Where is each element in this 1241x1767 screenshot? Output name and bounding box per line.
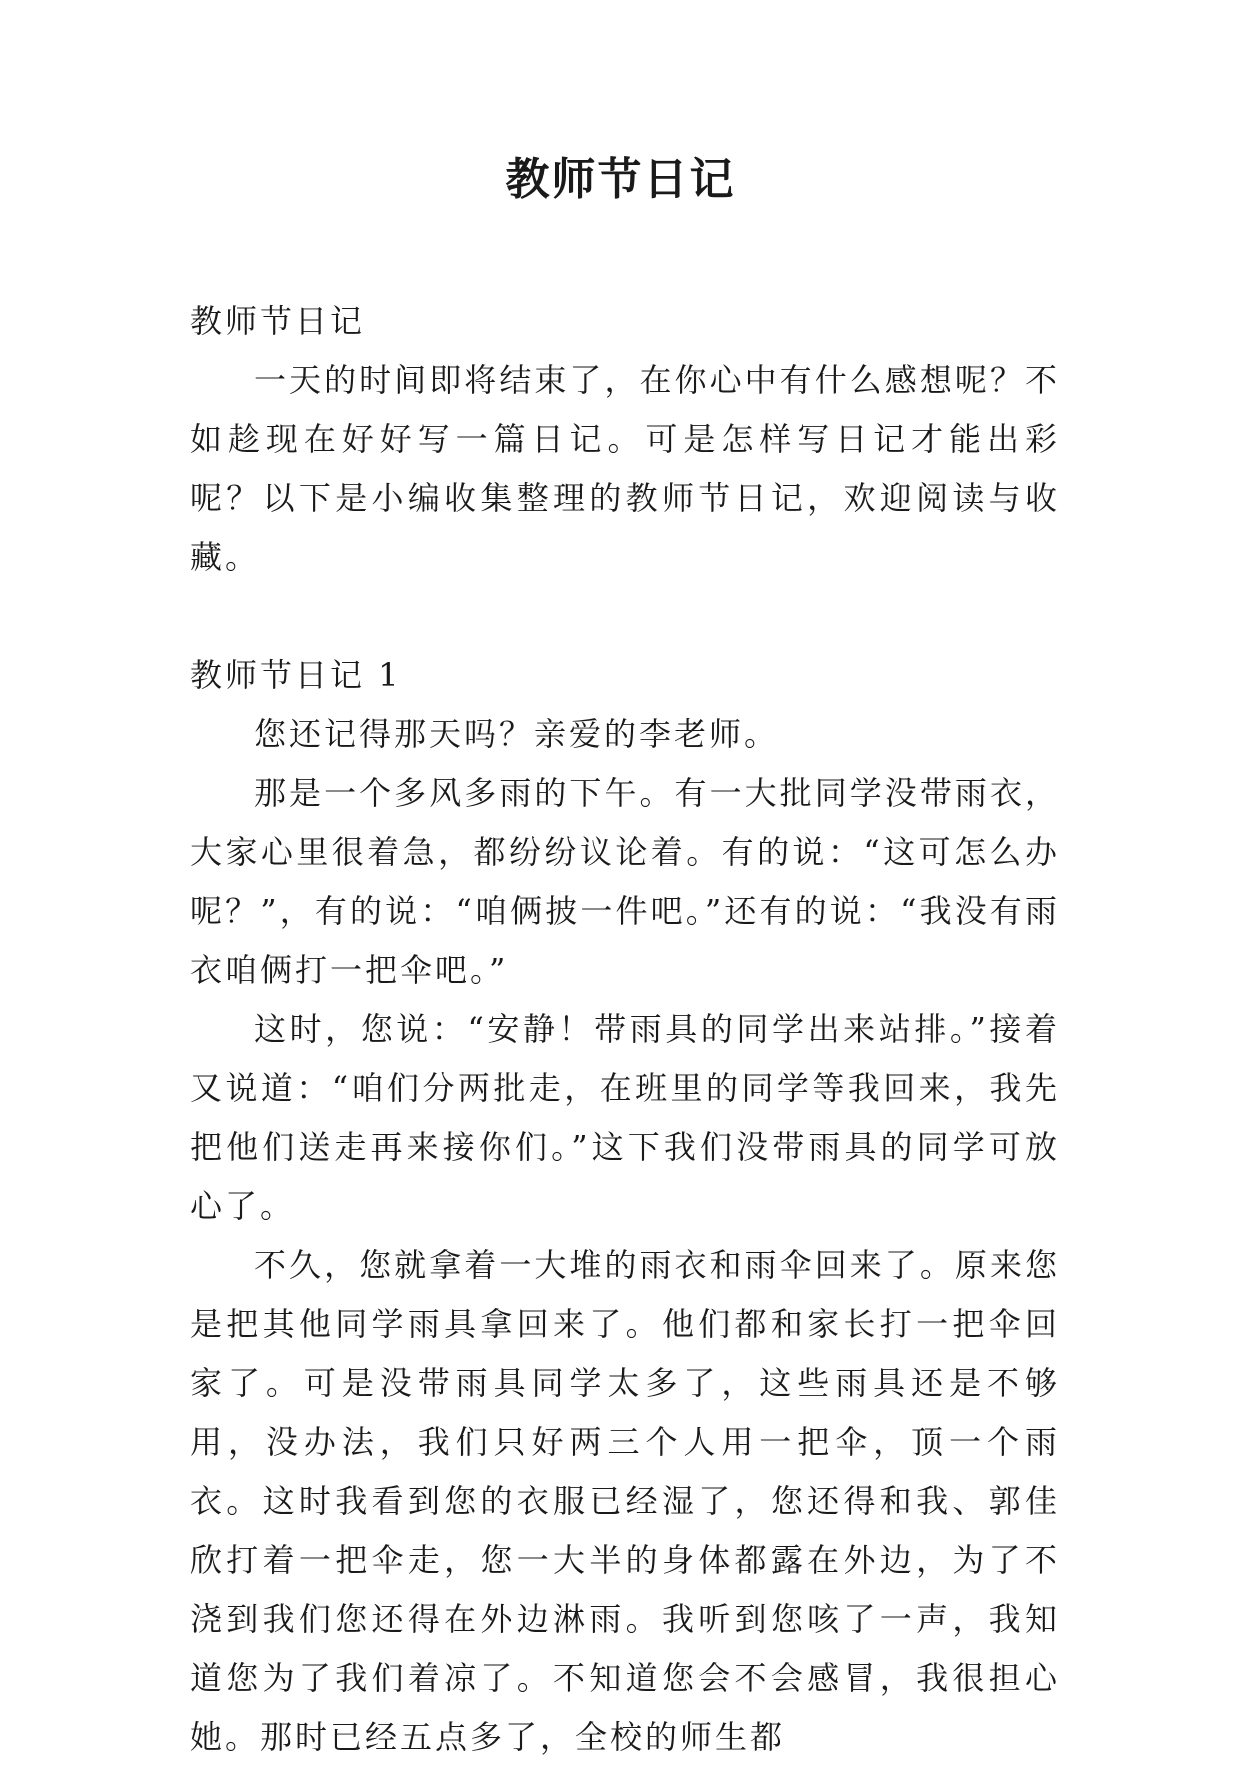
- diary1-paragraph: 那是一个多风多雨的下午。有一大批同学没带雨衣，大家心里很着急，都纷纷议论着。有的说：“这可怎么办呢？”，有的说：“咱俩披一件吧。”还有的说：“我没有雨衣咱俩打一把伞吧。”: [190, 774, 1060, 989]
- document-title: 教师节日记: [505, 154, 736, 205]
- diary1-heading: 教师节日记 1: [190, 656, 402, 694]
- intro-paragraph: 一天的时间即将结束了，在你心中有什么感想呢？不如趁现在好好写一篇日记。可是怎样写日记才能出彩呢？以下是小编收集整理的教师节日记，欢迎阅读与收藏。: [190, 361, 1060, 576]
- diary1-paragraph: 这时，您说：“安静！带雨具的同学出来站排。”接着又说道：“咱们分两批走，在班里的同学等我回来，我先把他们送走再来接你们。”这下我们没带雨具的同学可放心了。: [190, 1010, 1060, 1225]
- diary1-paragraph: 您还记得那天吗？亲爱的李老师。: [254, 715, 780, 753]
- diary1-paragraph: 不久，您就拿着一大堆的雨衣和雨伞回来了。原来您是把其他同学雨具拿回来了。他们都和家长打一把伞回家了。可是没带雨具同学太多了，这些雨具还是不够用，没办法，我们只好两三个人用一把伞，顶一个雨衣。这时我看到您的衣服已经湿了，您还得和我、郭佳欣打着一把伞走，您一大半的身体都露在外边，为了不浇到我们您还得在外边淋雨。我听到您咳了一声，我知道您为了我们着凉了。不知道您会不会感冒，我很担心她。那时已经五点多了，全校的师生都: [190, 1246, 1060, 1756]
- document-body: [190, 292, 1060, 1767]
- intro-heading: 教师节日记: [190, 302, 366, 340]
- section-spacer: [190, 587, 1060, 646]
